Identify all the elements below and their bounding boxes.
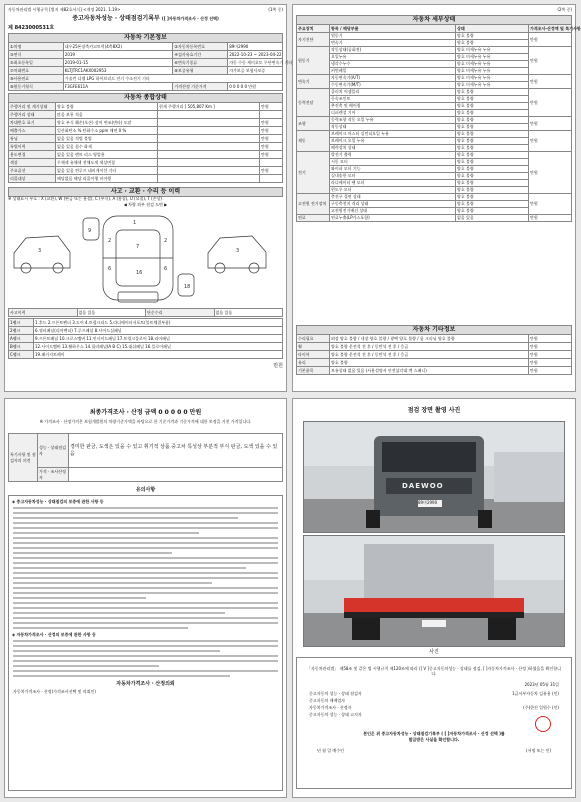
item-name: 수동변속기(M/T) (330, 82, 456, 89)
item-name: 커먼레일 (330, 68, 456, 75)
status-price: 만원 (260, 127, 283, 135)
diagram-caption: ◀ 차량 외부 점검 도면 ▶ (123, 202, 168, 207)
status-extra (158, 119, 260, 127)
item-name: 클러치 어셈블리 (330, 89, 456, 96)
status-price (260, 111, 283, 119)
svg-text:6: 6 (164, 266, 168, 272)
detail-row (297, 89, 572, 96)
label: 단순수리 (146, 309, 215, 317)
other-items: 양호 불량 운전석 전 후 / 동반석 전 후 / 응급 (330, 343, 529, 351)
other-items: 양호 불량 운전석 전 후 / 동반석 전 후 / 응급 (330, 351, 529, 359)
status-label: 주요옵션 (9, 167, 56, 175)
svg-text:3: 3 (236, 248, 240, 254)
status-row (9, 135, 283, 143)
other-row (297, 343, 572, 351)
status-row (9, 175, 283, 183)
page-title: 중고자동차성능 · 상태점검기록부 (72, 15, 160, 22)
item-state: 양호 불량 (456, 138, 529, 145)
detail-row (297, 215, 572, 222)
accident-value: 없음 있음 (77, 309, 146, 317)
law-confirmation: 「자동차관리법」 제58조 및 같은 법 시행규칙 제120조에 따라 ([ V ]중고자동차성능 · 상태를 점검, [ ]자동차가격조사 · 산정 )하였음을 확인합니다. (307, 666, 561, 676)
column-header: 주요장치 (297, 25, 330, 33)
label: 중고자동차 매매업자 (309, 698, 346, 703)
device-name: 고전원 전기장치 (297, 194, 330, 215)
label: ⑥변속기종류 (173, 59, 228, 67)
svg-text:16: 16 (136, 270, 143, 276)
other-row (297, 351, 572, 359)
item-state: 양호 불량 (456, 131, 529, 138)
footer-line-2: 발급받은 사실을 확인합니다. (408, 737, 460, 742)
label: 중고자동차 성능 · 상태 점검자 (309, 691, 362, 696)
issue-date: 2023년 05월 31일 (524, 682, 559, 687)
item-name: 연료누출(LP가스포함) (330, 215, 456, 222)
detail-row (297, 152, 572, 159)
status-extra (158, 159, 260, 167)
item-name: 변속기 (330, 40, 456, 47)
status-price: 만원 (260, 119, 283, 127)
status-row (9, 159, 283, 167)
doc-number: 제 8423000531호 (8, 25, 55, 31)
status-price: 만원 (260, 143, 283, 151)
label: ①차명 (9, 43, 64, 51)
price-unit: 만원 (273, 363, 283, 369)
status-value: 없음 있음 썬루프 네비게이션 기타 (56, 167, 158, 175)
item-name: 브레이크 마스터 실린더오일 누유 (330, 131, 456, 138)
svg-text:18: 18 (184, 284, 191, 290)
rank1-items: 1.후드 2.프론트펜더 3.도어 4.트렁크리드 5.라디에이터서포트(볼트체결부품) (34, 319, 283, 327)
item-state: 양호 불량 (456, 194, 529, 201)
label: 가격 · 조사산정자 (38, 468, 69, 482)
price-note: ※ 가격조사 · 산정가격은 보험개발원의 차량기준가액을 바탕으로 한 기준가격과 기준가격에 대한 보정을 거친 가격입니다. (39, 419, 252, 424)
other-label: 타이어 (297, 351, 330, 359)
item-name: 발전기 출력 (330, 152, 456, 159)
status-value: 많음 보통 적음 (56, 111, 158, 119)
section-accident-history: 사고 · 교환 · 수리 등 이력 (8, 187, 283, 197)
detail-row (297, 47, 572, 54)
status-label: 색상 (9, 159, 56, 167)
form-reference: 자동차관리법 시행규칙 [별지 제82호서식] <개정 2021. 1.19> (8, 7, 121, 12)
status-row (9, 151, 283, 159)
repair-value: 없음 있음 (214, 309, 283, 317)
accident-repair-table (8, 308, 283, 317)
label: 자동차가격조사 · 산정자 (309, 705, 352, 710)
truck-rear-photo (303, 535, 565, 647)
status-value: 없음 있음 렌트 리스 영업용 (56, 151, 158, 159)
buyer-date: 년 월 일 매수인 (317, 748, 344, 753)
item-price: 만원 (529, 33, 572, 47)
page-3-final-price (4, 398, 287, 798)
other-row (297, 335, 572, 343)
other-items: 양호 불량 (330, 359, 529, 367)
label: 특기사항 및 점검자의 의견 (9, 434, 38, 482)
footer-line-1: 본인은 위 중고자동차성능 · 상태점검기록부 ( [ ]자동차가격조사 · 산정 선택 )를 (363, 731, 505, 736)
other-items: 보유상태 없음 있음 (사용설명서 안전삼각대 잭 스패너) (330, 367, 529, 375)
other-price: 만원 (529, 367, 572, 375)
car-side-left-icon (14, 236, 70, 268)
device-name: 동력전달 (297, 89, 330, 117)
basic-info-table (8, 42, 293, 91)
truck-brand: DAEWOO (402, 482, 444, 490)
label: 1랭크 (9, 319, 34, 327)
status-price (260, 175, 283, 183)
other-row (297, 359, 572, 367)
other-price: 만원 (529, 343, 572, 351)
status-extra (158, 135, 260, 143)
item-state: 양호 미세누유 누유 (456, 75, 529, 82)
item-name: 구동축전지 격리 상태 (330, 201, 456, 208)
label: ⑩원동기형식 (9, 83, 64, 91)
item-name: 냉각수누수 (330, 61, 456, 68)
item-name: 실내송풍 모터 (330, 173, 456, 180)
page-number: (1쪽 중) (268, 7, 283, 12)
final-price-amount: 0 0 0 0 0 만원 (158, 409, 202, 416)
status-price (260, 159, 283, 167)
item-state: 양호 불량 (456, 124, 529, 131)
item-state: 양호 불량 (456, 159, 529, 166)
inspector-name: 1급서부자동차 김유용 (인) (512, 691, 559, 696)
item-state: 양호 불량 (456, 145, 529, 152)
svg-text:9: 9 (88, 228, 92, 234)
item-name: 추진축 및 베어링 (330, 103, 456, 110)
status-price: 만원 (260, 135, 283, 143)
item-state: 양호 미세누유 누유 (456, 54, 529, 61)
panel-rank-table (8, 318, 283, 359)
item-name: 고전원전기배선 상태 (330, 208, 456, 215)
item-price: 만원 (529, 117, 572, 131)
item-name: 등속조인트 (330, 96, 456, 103)
item-name: 작동상태(공회전) (330, 47, 456, 54)
status-extra (158, 151, 260, 159)
other-row (297, 367, 572, 375)
car-outline-diagram (8, 208, 285, 306)
item-name: 충전구 절연 상태 (330, 194, 456, 201)
svg-text:3: 3 (38, 248, 42, 254)
status-label: 리콜대상 (9, 175, 56, 183)
status-value: 무채색 유채색 전체도색 색상변경 (56, 159, 158, 167)
page-4-inspection-photos (292, 398, 576, 798)
item-price: 만원 (529, 194, 572, 215)
item-state: 양호 불량 (456, 152, 529, 159)
other-price: 만원 (529, 335, 572, 343)
overall-status-table (8, 102, 283, 183)
status-value: 없음 있음 적법 불법 (56, 135, 158, 143)
page-number: (2쪽 중) (557, 7, 572, 12)
label: 성능 · 상태점검자 (38, 434, 69, 468)
status-label: 주행거리 및 계기상태 (9, 103, 56, 111)
status-value: 양호 부식 훼손(오손) 상이 변조(변타) 도말 (56, 119, 158, 127)
other-price: 만원 (529, 359, 572, 367)
detail-row (297, 117, 572, 124)
device-name: 제동 (297, 131, 330, 152)
remark-table (8, 433, 283, 482)
other-label: 기본품목 (297, 367, 330, 375)
buyer-signature: (서명 또는 인) (526, 748, 551, 753)
detail-row (297, 33, 572, 40)
other-items: 외장 양호 불량 / 내장 양호 불량 / 광택 양호 불량 / 룸 크리닝 양호 불량 (330, 335, 529, 343)
rank2-items: 6.쿼터패널(리어펜더) 7.루프패널 8.사이드실패널 (34, 327, 283, 335)
item-name: 시동 모터 (330, 159, 456, 166)
item-name: 브레이크 오일 누유 (330, 138, 456, 145)
svg-text:6: 6 (108, 266, 112, 272)
item-state: 양호 불량 (456, 166, 529, 173)
label: ⑤최초등록일 (9, 59, 64, 67)
item-state: 양호 불량 (456, 33, 529, 40)
svg-text:2: 2 (108, 238, 112, 244)
label: ⑨사용연료 (9, 75, 64, 83)
truck-front-photo (303, 421, 565, 533)
detail-status-table (296, 24, 581, 222)
label: ④검사유효기간 (173, 51, 228, 59)
pricing-request-title: 자동차가격조사 · 산정의뢰 (116, 681, 175, 687)
item-state: 양호 불량 (456, 103, 529, 110)
section-basic-info: 자동차 기본정보 (8, 33, 283, 43)
device-name: 전기 (297, 152, 330, 194)
device-name: 조향 (297, 117, 330, 131)
label: C랭크 (9, 351, 34, 359)
svg-text:7: 7 (136, 244, 140, 250)
item-state: 양호 불량 (456, 89, 529, 96)
frame-c-items: 19.패키지트레이 (34, 351, 283, 359)
status-extra (158, 143, 260, 151)
item-price: 만원 (529, 131, 572, 152)
device-name: 변속기 (297, 75, 330, 89)
section-detail-status: 자동차 세부상태 (296, 15, 572, 25)
status-row (9, 111, 283, 119)
item-state: 양호 미세누유 누유 (456, 68, 529, 75)
label: ⑦차대번호 (9, 67, 64, 75)
device-name: 연료 (297, 215, 330, 222)
warranty-notice-text (13, 507, 278, 629)
item-state: 양호 미세누유 누유 (456, 61, 529, 68)
label: A랭크 (9, 335, 34, 343)
pricer-name: (주)한진 입원수 (인) (523, 705, 559, 710)
photo-label: 사진 (429, 649, 439, 655)
label: ③연식 (9, 51, 64, 59)
detail-row (297, 75, 572, 82)
seal-stamp-icon (535, 716, 551, 732)
item-name: 윈도우 모터 (330, 187, 456, 194)
title-note: ([ ]자동차가격조사 · 산정 선택) (161, 16, 219, 21)
pricer-remark (69, 468, 283, 482)
other-price: 만원 (529, 351, 572, 359)
status-price: 만원 (260, 103, 283, 111)
inspection-validity: 2022-10-23 ~ 2023-04-22 (229, 51, 282, 57)
item-state: 양호 미세누유 누유 (456, 82, 529, 89)
item-state: 양호 불량 (456, 173, 529, 180)
page-1-performance-record (4, 4, 293, 392)
status-label: 튜닝 (9, 135, 56, 143)
item-name: 오일누유 (330, 54, 456, 61)
label: 가격산정 기준가격 (173, 83, 228, 91)
status-value: 해당없음 해당 리콜이행 미이행 (56, 175, 158, 183)
item-state: 양호 미세누유 누유 (456, 47, 529, 54)
item-state: 양호 불량 (456, 96, 529, 103)
status-label: 주행거리 상태 (9, 111, 56, 119)
final-price-title: 최종가격조사 · 산정 금액 (89, 409, 157, 416)
page-2-detail-status (292, 4, 581, 392)
item-state: 양호 불량 (456, 201, 529, 208)
item-price: 만원 (529, 152, 572, 194)
device-name: 자기진단 (297, 33, 330, 47)
status-row (9, 167, 283, 175)
model-year: 2019 (63, 51, 173, 59)
status-label: 용도변경 (9, 151, 56, 159)
other-label: 휠 (297, 343, 330, 351)
section-overall-status: 자동차 종합상태 (8, 93, 283, 103)
status-price: 만원 (260, 167, 283, 175)
column-header: 상태 (456, 25, 529, 33)
status-row (9, 143, 283, 151)
device-name: 원동기 (297, 47, 330, 75)
item-state: 양호 불량 (456, 40, 529, 47)
item-state: 양호 불량 (456, 187, 529, 194)
reg-number: 89마2990 (228, 43, 283, 51)
label: 2랭크 (9, 327, 34, 335)
status-label: 차대번호 표기 (9, 119, 56, 127)
item-state: 없음 있음 (456, 215, 529, 222)
base-price: 0 0 0 0 0 만원 (228, 83, 283, 91)
item-name: 라디에이터 팬 모터 (330, 180, 456, 187)
other-label: 유리 (297, 359, 330, 367)
frame-a-items: 9.프론트패널 10.크로스멤버 11.인사이드패널 17.트렁크플로어 18.리어패널 (34, 335, 283, 343)
label: B랭크 (9, 343, 34, 351)
item-price: 만원 (529, 47, 572, 75)
pricing-notice-title: ◈ 자동차가격조사 · 산정의 보증에 관한 사항 등 (12, 632, 96, 637)
item-name: 자동변속기(A/T) (330, 75, 456, 82)
status-extra (158, 167, 260, 175)
detail-row (297, 131, 572, 138)
fuel-type: 가솔린 디젤 LPG 하이브리드 전기 수소전기 기타 (63, 75, 282, 83)
vin: KLTJTRC1AKX002953 (63, 67, 173, 75)
status-extra (158, 111, 260, 119)
truck-bed-icon (344, 598, 524, 612)
svg-text:1: 1 (133, 220, 137, 226)
section-notice: 유의사항 (135, 487, 156, 493)
status-value: 일산화탄소 % 탄화수소 ppm 매연 0 % (56, 127, 158, 135)
item-name: 동력조향 작동 오일 누유 (330, 117, 456, 124)
item-name: 와이퍼 모터 기능 (330, 166, 456, 173)
first-reg-date: 2019-01-15 (63, 59, 173, 67)
section-other-info: 자동차 기타정보 (296, 325, 572, 335)
item-state: 양호 불량 (456, 117, 529, 124)
label: 중고자동차 성능 · 상태 고지자 (309, 712, 362, 717)
column-header: 항목 / 해당부품 (330, 25, 456, 33)
inspector-remark: 경미한 판금, 도색은 있을 수 있고 휘기적 상품 중고차 특성상 부분적 부식 판금, 도색 있을 수 있음 (69, 434, 283, 468)
status-row (9, 127, 283, 135)
engine-type: F3GFE611A (63, 83, 173, 91)
status-row (9, 119, 283, 127)
other-label: 수리필요 (297, 335, 330, 343)
item-state: 양호 불량 (456, 208, 529, 215)
svg-text:2: 2 (164, 238, 168, 244)
item-state: 양호 불량 (456, 110, 529, 117)
item-price: 만원 (529, 89, 572, 117)
status-row (9, 103, 283, 111)
detail-row (297, 194, 572, 201)
other-info-table (296, 334, 572, 375)
item-name: 배력장치 상태 (330, 145, 456, 152)
transmission-type: 자동 수동 세미오토 무단변속기 기타 (229, 59, 293, 65)
item-state: 양호 불량 (456, 180, 529, 187)
status-extra (158, 175, 260, 183)
status-extra: 현재 주행거리 [ 505,807 Km ] (158, 103, 260, 111)
pricing-notice-text (13, 640, 278, 677)
status-extra (158, 127, 260, 135)
status-value: 없음 있음 침수 화재 (56, 143, 158, 151)
item-name: 작동상태 (330, 124, 456, 131)
status-value: 양호 불량 (56, 103, 158, 111)
item-price: 만원 (529, 215, 572, 222)
car-name: 대우25톤장축카고트럭(4축8X2) (63, 43, 173, 51)
truck-plate: 89마2990 (418, 500, 438, 505)
label: 사고이력 (9, 309, 78, 317)
warranty-type: 자가보증 보험사보증 (228, 67, 283, 75)
frame-b-items: 12.사이드멤버 13.휠하우스 14.필러패널(A B C) 15.대쉬패널 16.플로어패널 (34, 343, 283, 351)
warranty-notice-title: ◈ 중고자동차성능 · 상태점검의 보증에 관한 사항 등 (12, 499, 104, 504)
item-name: 디퍼렌셜 기어 (330, 110, 456, 117)
status-label: 배출가스 (9, 127, 56, 135)
label: ②자동차등록번호 (173, 43, 228, 51)
item-price: 만원 (529, 75, 572, 89)
status-price: 만원 (260, 151, 283, 159)
photos-title: 점검 장면 촬영 사진 (407, 407, 461, 414)
status-symbol-note: ※ 상태표시 부호 : X (교환), W (판금 또는 용접), C (부식), A (흠집), U (요철), T (손상) (8, 196, 163, 201)
status-label: 특별이력 (9, 143, 56, 151)
label: ⑧보증유형 (173, 67, 228, 75)
column-header: 가격조사·산정액 및 특기사항 (530, 25, 581, 31)
item-name: 원동기 (330, 33, 456, 40)
pricing-request-option: 자동차가격조사 · 산정(가격조사선택 및 의뢰인) (13, 689, 96, 694)
